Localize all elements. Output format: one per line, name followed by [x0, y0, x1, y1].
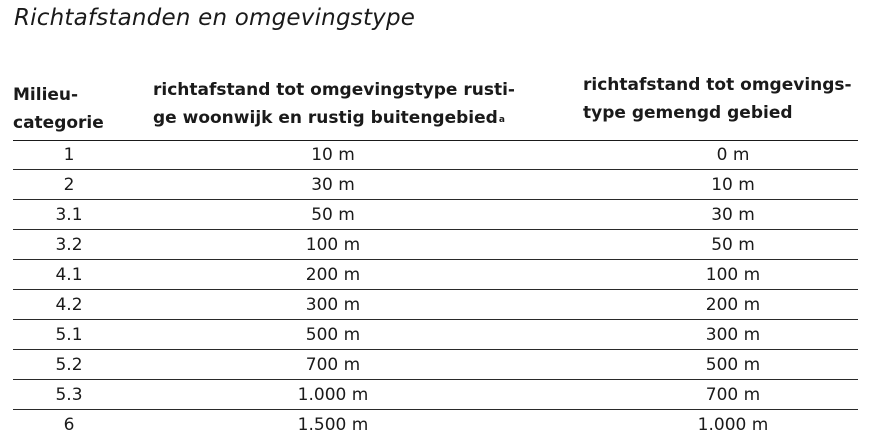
table-row	[13, 290, 858, 320]
table-row	[13, 200, 858, 230]
cell-gemengd: 500 m	[705, 355, 761, 375]
cell-gemengd: 300 m	[705, 325, 761, 345]
cell-rustig: 1.000 m	[297, 385, 369, 405]
table-row	[13, 230, 858, 260]
cell-category: 6	[63, 415, 75, 435]
header-richtafstand-rustig	[153, 76, 515, 132]
table-row	[13, 410, 858, 440]
table-row	[13, 140, 858, 170]
header-line	[153, 104, 515, 132]
table-row	[13, 320, 858, 350]
header-milieucategorie	[13, 81, 104, 137]
cell-rustig: 500 m	[305, 325, 361, 345]
cell-gemengd: 100 m	[705, 265, 761, 285]
cell-category: 5.1	[55, 325, 83, 345]
cell-rustig: 1.500 m	[297, 415, 369, 435]
header-richtafstand-gemengd	[583, 71, 852, 127]
table-row	[13, 350, 858, 380]
header-line: categorie	[13, 113, 104, 133]
cell-category: 3.1	[55, 205, 83, 225]
header-line: richtafstand tot omgevingstype rusti-	[153, 80, 515, 100]
cell-gemengd: 50 m	[711, 235, 755, 255]
cell-category: 4.1	[55, 265, 83, 285]
cell-rustig: 50 m	[311, 205, 355, 225]
cell-gemengd: 10 m	[711, 175, 755, 195]
header-line-text: ge woonwijk en rustig buitengebied	[153, 108, 498, 128]
cell-rustig: 300 m	[305, 295, 361, 315]
cell-rustig: 200 m	[305, 265, 361, 285]
cell-rustig: 100 m	[305, 235, 361, 255]
cell-rustig: 700 m	[305, 355, 361, 375]
cell-gemengd: 30 m	[711, 205, 755, 225]
table-row	[13, 380, 858, 410]
header-line: Milieu-	[13, 85, 79, 105]
cell-category: 4.2	[55, 295, 83, 315]
header-line: richtafstand tot omgevings-	[583, 75, 852, 95]
footnote-marker: a	[498, 115, 505, 125]
cell-rustig: 30 m	[311, 175, 355, 195]
cell-category: 5.3	[55, 385, 83, 405]
cell-category: 1	[63, 145, 75, 165]
table-row	[13, 170, 858, 200]
cell-gemengd: 700 m	[705, 385, 761, 405]
cell-gemengd: 200 m	[705, 295, 761, 315]
cell-category: 5.2	[55, 355, 83, 375]
cell-rustig: 10 m	[311, 145, 355, 165]
distance-table	[13, 140, 858, 440]
table-row	[13, 260, 858, 290]
document-title: Richtafstanden en omgevingstype	[14, 5, 416, 31]
cell-gemengd: 0 m	[716, 145, 750, 165]
cell-gemengd: 1.000 m	[697, 415, 769, 435]
header-line: type gemengd gebied	[583, 103, 793, 123]
cell-category: 3.2	[55, 235, 83, 255]
cell-category: 2	[63, 175, 75, 195]
